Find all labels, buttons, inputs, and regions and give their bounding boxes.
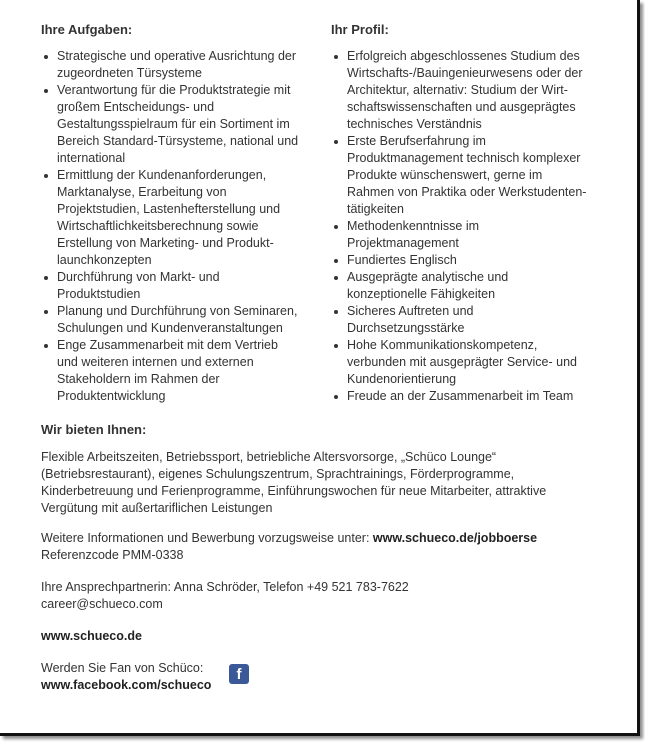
profil-item [331, 388, 596, 405]
aufgaben-item-line: Schulungen und Kundenveranstaltungen [57, 321, 283, 335]
profil-item-line: Kundenorientierung [347, 372, 457, 386]
aufgaben-item [41, 82, 313, 167]
angebot-text [41, 449, 621, 517]
aufgaben-heading: Ihre Aufgaben: [41, 22, 133, 37]
aufgaben-item-line: Enge Zusammenarbeit mit dem Vertrieb [57, 338, 278, 352]
aufgaben-item [41, 303, 313, 337]
profil-item [331, 303, 596, 337]
aufgaben-item [41, 167, 313, 269]
profil-item-line: Wirtschafts-/Bauingenieurwesens oder der [347, 66, 583, 80]
aufgaben-item-line: großem Entscheidungs- und [57, 100, 215, 114]
kontakt-text: Ihre Ansprechpartnerin: Anna Schröder, Telefon +49 521 783-7622 [41, 580, 409, 594]
aufgaben-item-line: Strategische und operative Ausrichtung der [57, 49, 297, 63]
profil-item-line: Durchsetzungsstärke [347, 321, 465, 335]
profil-item-line: Erste Berufserfahrung im [347, 134, 486, 148]
facebook-section [41, 660, 621, 694]
aufgaben-item [41, 269, 313, 303]
aufgaben-item-line: Durchführung von Markt- und [57, 270, 220, 284]
profil-item-line: Erfolgreich abgeschlossenes Studium des [347, 49, 580, 63]
facebook-link[interactable]: www.facebook.com/schueco [41, 678, 212, 692]
aufgaben-item-line: Planung und Durchführung von Seminaren, [57, 304, 298, 318]
aufgaben-item-line: Produktentwicklung [57, 389, 166, 403]
website-section [41, 628, 621, 645]
facebook-icon[interactable]: f [229, 664, 249, 684]
angebot-line: Kinderbetreuung und Ferienprogramme, Einführungswochen für neue Mitarbeiter, attraktive [41, 484, 547, 498]
profil-item [331, 337, 596, 388]
profil-item-line: Freude an der Zusammenarbeit im Team [347, 389, 574, 403]
bewerbung-text: Weitere Informationen und Bewerbung vorzugsweise unter: [41, 531, 373, 545]
profil-heading: Ihr Profil: [331, 22, 389, 37]
angebot-line: Vergütung mit außertariflichen Leistungen [41, 501, 273, 515]
email-link[interactable]: career@schueco.com [41, 597, 163, 611]
profil-item [331, 252, 596, 269]
aufgaben-item-line: zugeordneten Türsysteme [57, 66, 202, 80]
aufgaben-item-line: Erstellung von Marketing- und Produkt- [57, 236, 274, 250]
aufgaben-item [41, 337, 313, 405]
kontakt-section [41, 579, 621, 613]
jobboerse-link[interactable]: www.schueco.de/jobboerse [372, 531, 538, 545]
aufgaben-item-line: Stakeholdern im Rahmen der [57, 372, 220, 386]
profil-item-line: tätigkeiten [347, 202, 404, 216]
profil-item [331, 133, 596, 218]
aufgaben-column [41, 21, 313, 405]
profil-item-line: Architektur, alternativ: Studium der Wirt- [347, 83, 568, 97]
aufgaben-item-line: und weiteren internen und externen [57, 355, 254, 369]
profil-item-line: Projektmanagement [347, 236, 459, 250]
profil-item-line: Ausgeprägte analytische und [347, 270, 509, 284]
profil-item-line: Fundiertes Englisch [347, 253, 457, 267]
website-link[interactable]: www.schueco.de [41, 629, 142, 643]
angebot-heading: Wir bieten Ihnen: [41, 422, 147, 437]
aufgaben-item-line: Marktanalyse, Erarbeitung von [57, 185, 227, 199]
profil-item [331, 269, 596, 303]
profil-item-line: konzeptionelle Fähigkeiten [347, 287, 496, 301]
profil-column [331, 21, 596, 405]
aufgaben-list [41, 48, 313, 405]
aufgaben-item-line: Wirtschaftlichkeitsberechnung sowie [57, 219, 259, 233]
profil-item-line: Produktmanagement technisch komplexer [347, 151, 581, 165]
angebot-line: (Betriebsrestaurant), eigenes Schulungszentrum, Sprachtrainings, Förderprogramme, [41, 467, 515, 481]
profil-list [331, 48, 596, 405]
aufgaben-item-line: launchkonzepten [57, 253, 152, 267]
profil-item-line: verbunden mit ausgeprägter Service- und [347, 355, 577, 369]
aufgaben-item-line: Bereich Standard-Türsysteme, national und [57, 134, 299, 148]
aufgaben-item-line: Ermittlung der Kundenanforderungen, [57, 168, 267, 182]
profil-item-line: Rahmen von Praktika oder Werkstudenten- [347, 185, 587, 199]
aufgaben-item-line: Gestaltungsspielraum für ein Sortiment im [57, 117, 290, 131]
aufgaben-item-line: Verantwortung für die Produktstrategie mit [57, 83, 291, 97]
angebot-section [41, 421, 621, 517]
aufgaben-item-line: Produktstudien [57, 287, 141, 301]
profil-item [331, 218, 596, 252]
aufgaben-item-line: international [57, 151, 126, 165]
facebook-text: Werden Sie Fan von Schüco: [41, 661, 204, 675]
profil-item-line: Produkte wünschenswert, gerne im [347, 168, 543, 182]
profil-item-line: Sicheres Auftreten und [347, 304, 474, 318]
profil-item-line: Hohe Kommunikationskompetenz, [347, 338, 538, 352]
angebot-line: Flexible Arbeitszeiten, Betriebssport, betriebliche Altersvorsorge, „Schüco Lounge“ [41, 450, 497, 464]
aufgaben-item [41, 48, 313, 82]
profil-item-line: schaftswissenschaften und ausgeprägtes [347, 100, 576, 114]
aufgaben-item-line: Projektstudien, Lastenhefterstellung und [57, 202, 281, 216]
profil-item-line: technisches Verständnis [347, 117, 482, 131]
referenzcode: Referenzcode PMM-0338 [41, 548, 184, 562]
profil-item-line: Methodenkenntnisse im [347, 219, 480, 233]
bewerbung-section [41, 530, 621, 564]
profil-item [331, 48, 596, 133]
